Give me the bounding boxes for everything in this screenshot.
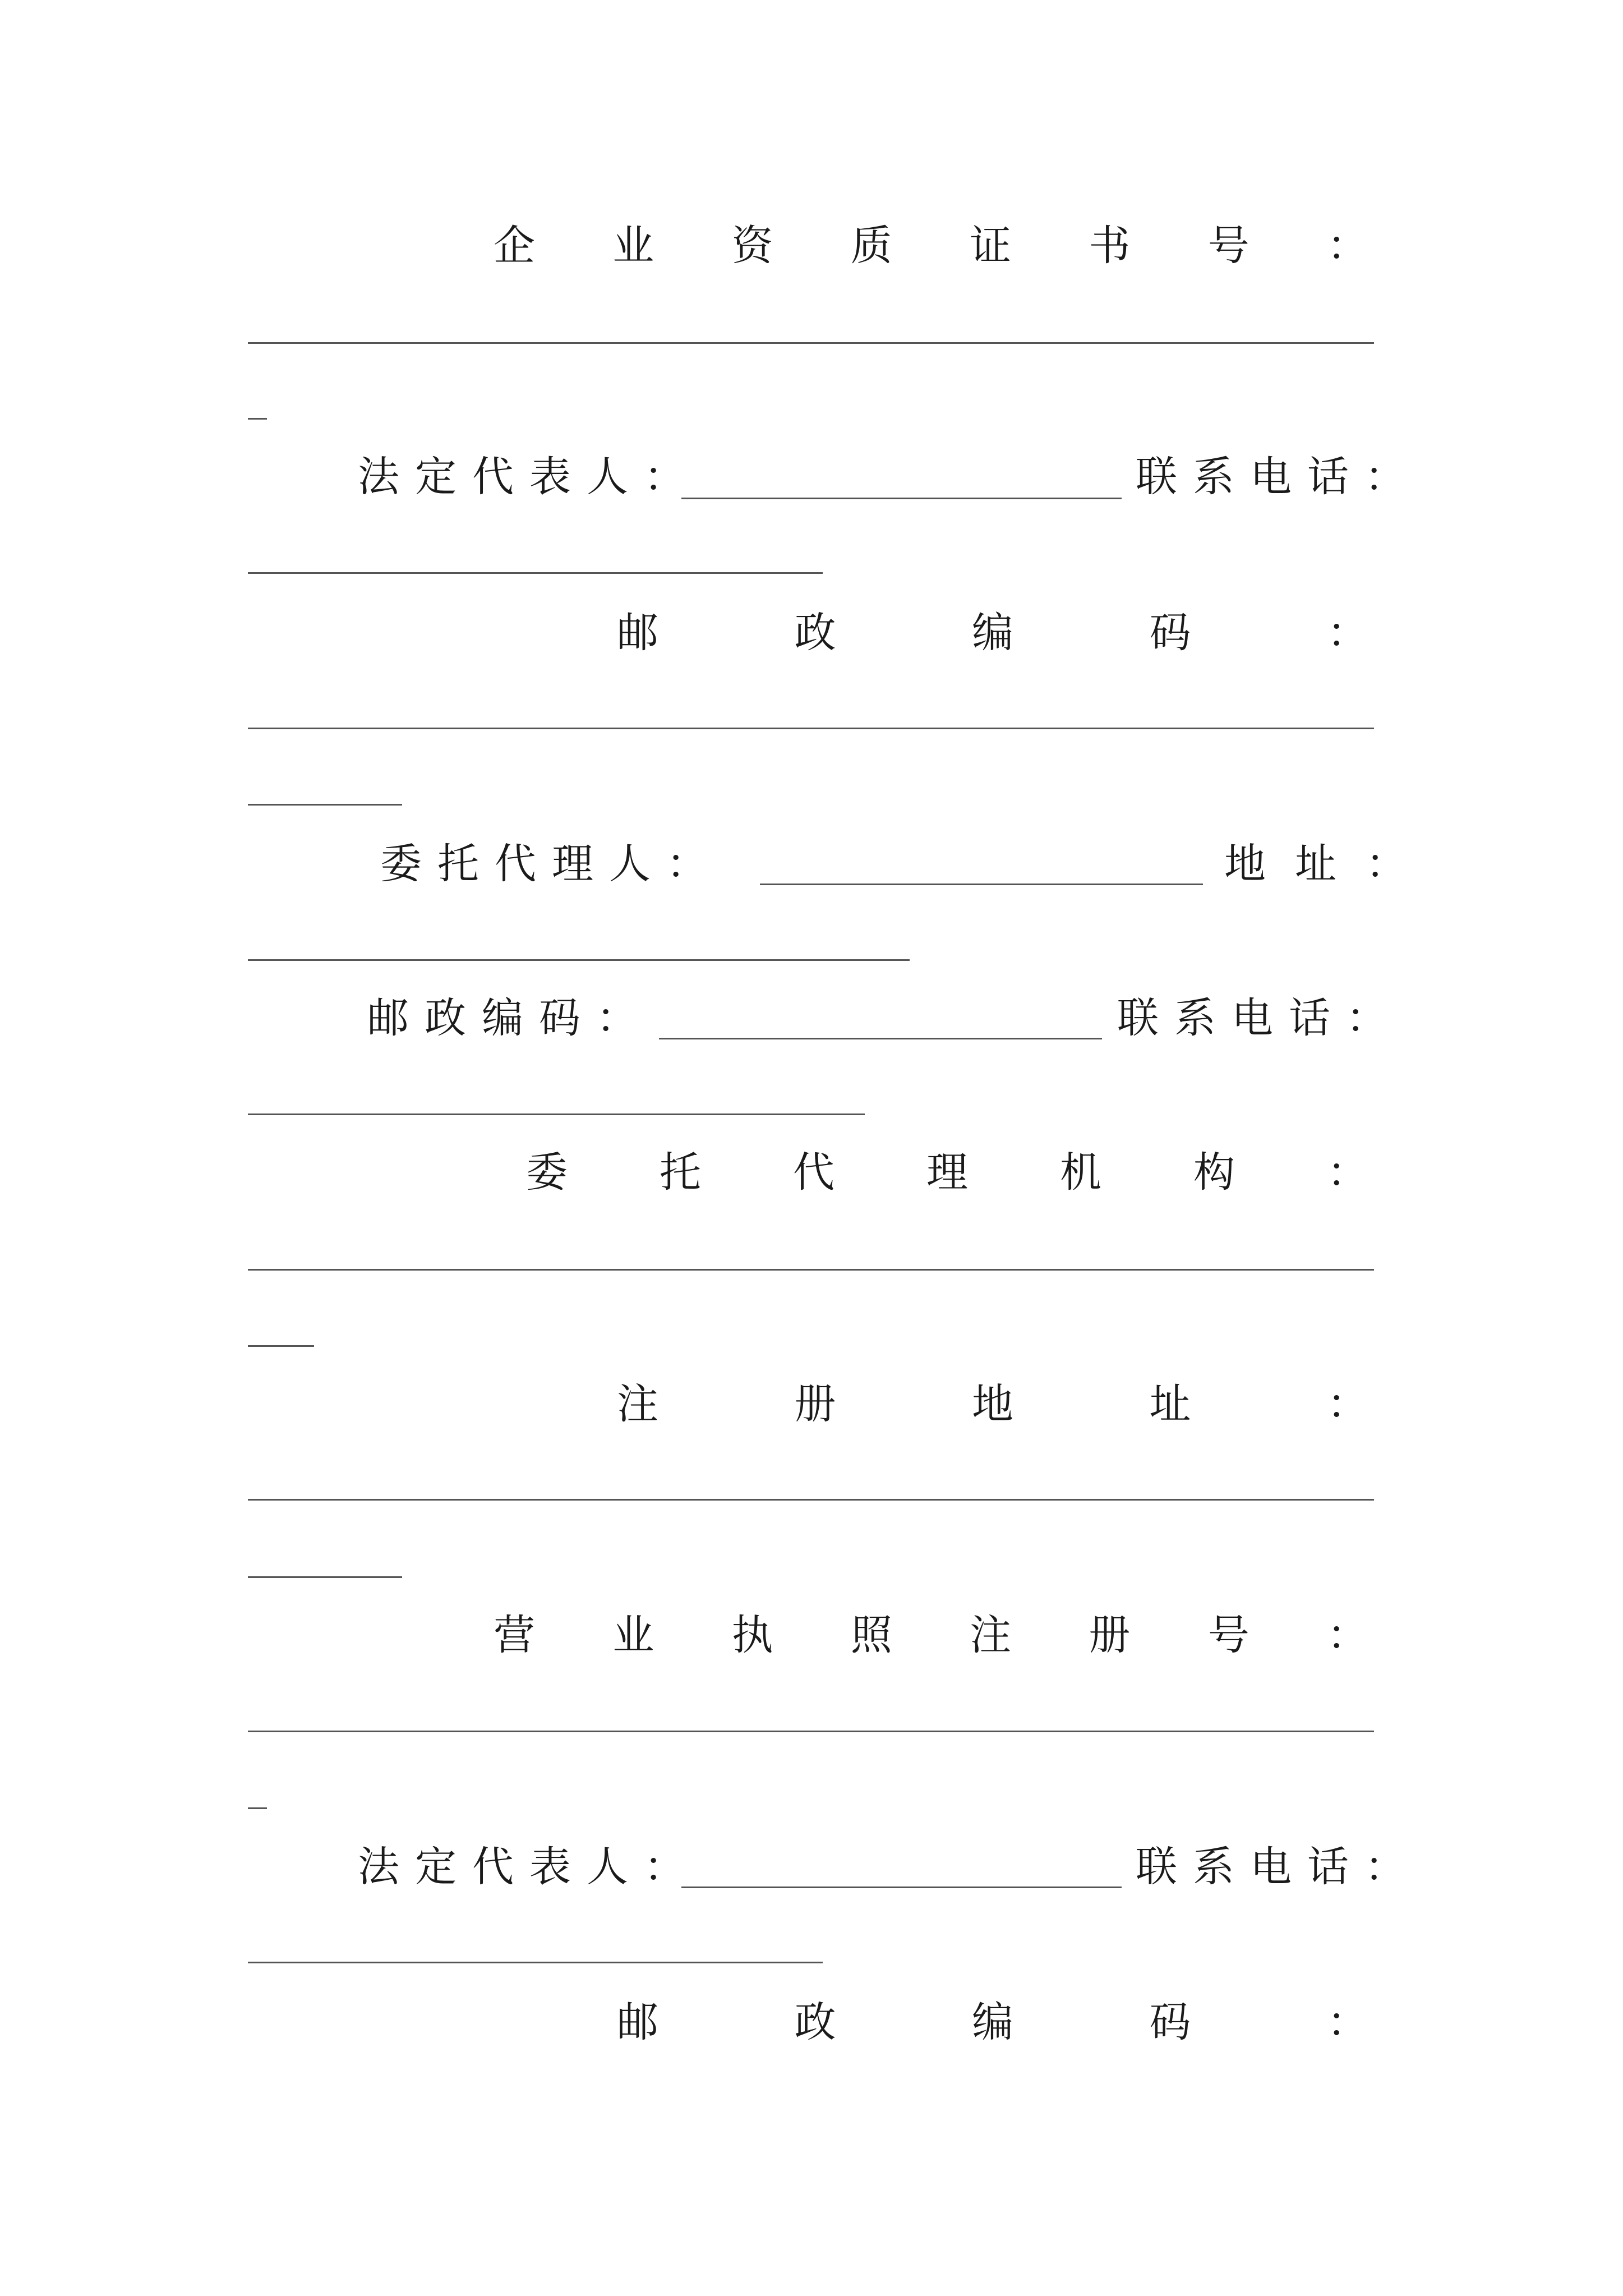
postcode-label bbox=[617, 599, 1368, 666]
agent-field[interactable] bbox=[760, 884, 1203, 885]
label-char: 号 bbox=[1207, 222, 1249, 270]
label-char: 委 bbox=[526, 1148, 568, 1197]
label-char: 机 bbox=[1060, 1148, 1101, 1197]
label-char: 政 bbox=[794, 609, 836, 657]
label-char: 托 bbox=[660, 1148, 701, 1197]
agent-phone-field[interactable] bbox=[248, 1114, 865, 1115]
label-char: 册 bbox=[794, 1380, 836, 1428]
agent-address-field[interactable] bbox=[248, 959, 910, 961]
label-char: 理 bbox=[926, 1148, 968, 1197]
phone-2-field[interactable] bbox=[248, 1962, 823, 1963]
label-char: 业 bbox=[612, 1611, 654, 1659]
label-char: 代 bbox=[793, 1148, 834, 1197]
legal-rep-label: 法定代表人： bbox=[358, 453, 701, 501]
reg-address-field[interactable] bbox=[248, 1499, 1374, 1501]
label-char: 注 bbox=[617, 1380, 658, 1428]
legal-rep-field[interactable] bbox=[681, 498, 1122, 499]
qualification-cert-label bbox=[494, 212, 1368, 279]
phone-label: 联系电话： bbox=[1136, 453, 1422, 501]
label-char: ： bbox=[1327, 609, 1368, 657]
qualification-cert-field-tail bbox=[248, 418, 267, 420]
agency-field[interactable] bbox=[248, 1269, 1374, 1271]
agency-field-tail bbox=[248, 1345, 314, 1347]
agency-label bbox=[526, 1139, 1368, 1206]
legal-rep-2-label: 法定代表人： bbox=[358, 1843, 701, 1891]
label-char: 码 bbox=[1149, 1998, 1191, 2046]
agent-postcode-label: 邮政编码： bbox=[367, 994, 653, 1042]
label-char: 址 bbox=[1149, 1380, 1191, 1428]
label-char: ： bbox=[1327, 1998, 1368, 2046]
label-char: 质 bbox=[850, 222, 892, 270]
legal-rep-2-field[interactable] bbox=[681, 1887, 1122, 1888]
business-license-field[interactable] bbox=[248, 1731, 1374, 1732]
label-char: ： bbox=[1326, 1611, 1368, 1659]
label-char: 资 bbox=[731, 222, 773, 270]
label-char: 地 bbox=[972, 1380, 1013, 1428]
label-char: 构 bbox=[1193, 1148, 1235, 1197]
business-license-label bbox=[494, 1602, 1368, 1669]
label-char: 执 bbox=[731, 1611, 773, 1659]
reg-address-label bbox=[617, 1370, 1368, 1438]
label-char: ： bbox=[1326, 222, 1368, 270]
label-char: 企 bbox=[494, 222, 535, 270]
label-char: 证 bbox=[970, 222, 1012, 270]
phone-2-label: 联系电话： bbox=[1136, 1843, 1422, 1891]
label-char: 号 bbox=[1207, 1611, 1249, 1659]
label-char: 码 bbox=[1149, 609, 1191, 657]
phone-field[interactable] bbox=[248, 572, 823, 574]
label-char: 编 bbox=[972, 609, 1013, 657]
label-char: 编 bbox=[972, 1998, 1013, 2046]
label-char: 邮 bbox=[617, 609, 658, 657]
agent-address-label: 地址： bbox=[1224, 840, 1436, 888]
qualification-cert-field[interactable] bbox=[248, 342, 1374, 344]
label-char: ： bbox=[1327, 1148, 1368, 1197]
postcode-field[interactable] bbox=[248, 728, 1374, 729]
label-char: 政 bbox=[794, 1998, 836, 2046]
reg-address-field-tail bbox=[248, 1576, 402, 1578]
agent-phone-label: 联系电话： bbox=[1117, 994, 1403, 1042]
label-char: 营 bbox=[494, 1611, 535, 1659]
business-license-field-tail bbox=[248, 1807, 267, 1809]
label-char: 业 bbox=[612, 222, 654, 270]
label-char: 邮 bbox=[617, 1998, 658, 2046]
label-char: ： bbox=[1327, 1380, 1368, 1428]
label-char: 册 bbox=[1089, 1611, 1131, 1659]
postcode-2-label bbox=[617, 1989, 1368, 2056]
agent-label: 委托代理人： bbox=[380, 840, 723, 888]
agent-postcode-field[interactable] bbox=[659, 1038, 1102, 1039]
label-char: 照 bbox=[850, 1611, 892, 1659]
label-char: 注 bbox=[970, 1611, 1012, 1659]
postcode-field-tail bbox=[248, 804, 402, 806]
label-char: 书 bbox=[1089, 222, 1131, 270]
